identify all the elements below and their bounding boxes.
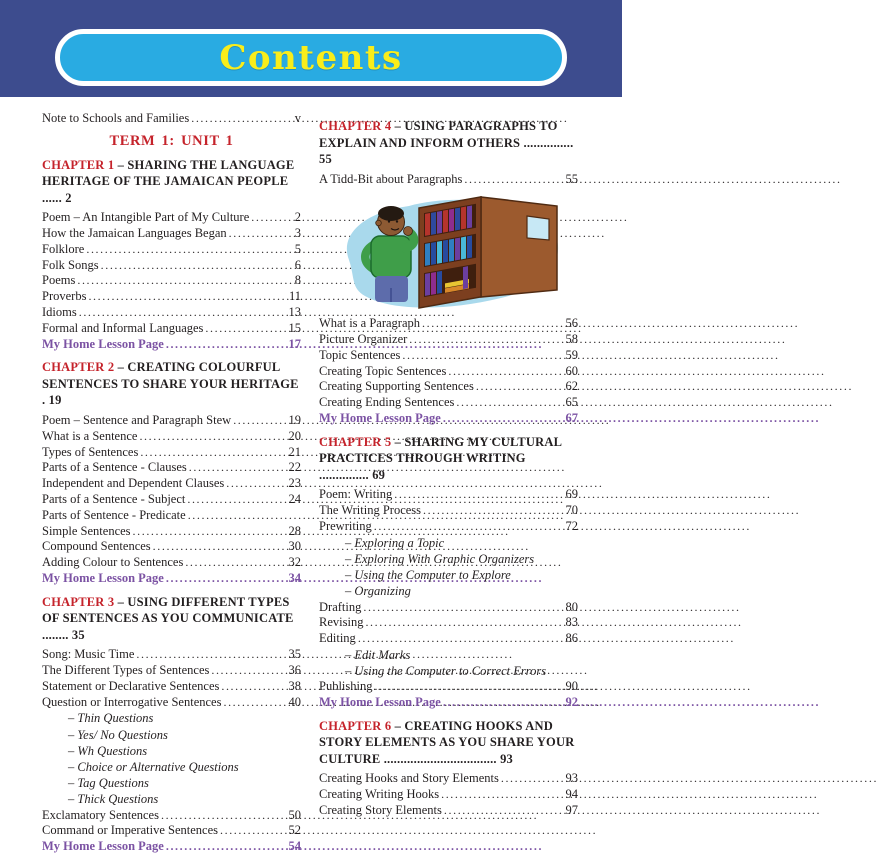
toc-entry [42, 508, 301, 524]
chapter-section [319, 434, 578, 711]
toc-entry [319, 615, 578, 631]
toc-subentry: – Exploring a Topic [345, 535, 445, 550]
dot-leader [444, 803, 564, 819]
page-number: 22 [288, 460, 301, 475]
chapter-label: CHAPTER 3 [42, 594, 115, 609]
front-matter-entry [42, 111, 301, 127]
toc-entry [42, 210, 301, 226]
toc-entry [319, 695, 578, 711]
page-number: 11 [288, 289, 301, 304]
toc-entry-title: Question or Interrogative Sentences [42, 694, 222, 709]
toc-entry [319, 803, 578, 819]
page-number: 28 [288, 523, 301, 538]
dot-leader [101, 258, 293, 274]
toc-entry-title: Poem – An Intangible Part of My Culture [42, 210, 250, 225]
page-number: 3 [294, 226, 301, 241]
page-number: 55 [565, 171, 578, 186]
page-number: 6 [294, 257, 301, 272]
toc-entry-title: Poems [42, 273, 76, 288]
toc-entry-title: A Tidd-Bit about Paragraphs [319, 171, 463, 186]
toc-entry-title: Idioms [42, 305, 77, 320]
toc-subentry: – Tag Questions [68, 776, 149, 791]
dot-leader [166, 337, 287, 353]
page-number: 62 [565, 379, 578, 394]
chapter-dot-leader: ...... [42, 190, 62, 205]
chapter-dot-leader: ............... [319, 467, 369, 482]
dot-leader [191, 111, 293, 127]
hand-on-chin [403, 227, 412, 236]
page-number: 90 [565, 679, 578, 694]
term-heading: TERM 1: UNIT 1 [109, 132, 234, 149]
toc-entry [42, 539, 301, 555]
bookshelf-illustration-svg [331, 192, 567, 312]
page-number: 21 [288, 444, 301, 459]
dot-leader [86, 242, 292, 258]
toc-entry [42, 289, 301, 305]
toc-entry-title: How the Jamaican Languages Began [42, 226, 227, 241]
dot-leader [456, 395, 563, 411]
dot-leader [443, 695, 564, 711]
toc-entry [42, 258, 301, 274]
toc-entry [319, 771, 578, 787]
dot-leader [394, 487, 563, 503]
chapter-heading [42, 157, 301, 207]
toc-entry [42, 413, 301, 429]
toc-entry-title: Publishing [319, 679, 373, 694]
toc-subentry: – Yes/ No Questions [68, 727, 168, 742]
dot-leader [233, 413, 286, 429]
toc-entry-title: Drafting [319, 599, 362, 614]
toc-entry-title: Poem – Sentence and Paragraph Stew [42, 412, 232, 427]
page-number: 58 [565, 332, 578, 347]
dot-leader [77, 273, 292, 289]
chapter-section [42, 157, 301, 353]
toc-entry [42, 695, 301, 711]
toc-entry-title: Creating Hooks and Story Elements [319, 771, 499, 786]
chapter-dot-leader: ........ [42, 627, 69, 642]
dot-leader [166, 571, 287, 587]
shirt [371, 236, 411, 278]
toc-entry [319, 787, 578, 803]
toc-subentry: – Organizing [345, 584, 411, 599]
toc-entry-title: My Home Lesson Page [42, 839, 164, 854]
page-number: 2 [294, 210, 301, 225]
toc-entry-title: Creating Supporting Sentences [319, 379, 474, 394]
page-number: 13 [288, 305, 301, 320]
dot-leader [422, 316, 563, 332]
dot-leader [363, 600, 563, 616]
dot-leader [211, 663, 286, 679]
toc-entry-title: Editing [319, 631, 356, 646]
toc-entry-title: Parts of Sentence - Predicate [42, 507, 186, 522]
dot-leader [464, 172, 563, 188]
dot-leader [139, 429, 286, 445]
dot-leader [448, 364, 563, 380]
chapter-title: – USING PARAGRAPHS TO EXPLAIN AND INFORM OTHERS [319, 119, 558, 150]
dot-leader [189, 460, 287, 476]
toc-subentry: – Thick Questions [68, 792, 159, 807]
dot-leader [161, 808, 287, 824]
toc-entry [319, 395, 578, 411]
chapter-title: – SHARING THE LANGUAGE HERITAGE OF THE JAMAICAN PEOPLE [42, 157, 295, 189]
toc-entry-title: Statement or Declarative Sentences [42, 678, 220, 693]
toc-entry [319, 600, 578, 616]
chapter-heading [319, 118, 578, 168]
page-number: 40 [288, 694, 301, 709]
chapter-label: CHAPTER 2 [42, 360, 115, 375]
page-number: 20 [288, 428, 301, 443]
toc-entry-title: Topic Sentences [319, 347, 401, 362]
toc-subentry: – Choice or Alternative Questions [68, 760, 239, 775]
toc-entry [319, 316, 578, 332]
toc-entry-title: Simple Sentences [42, 523, 131, 538]
dot-leader [476, 379, 564, 395]
chapter-title: – CREATING HOOKS AND STORY ELEMENTS AS YOU SHARE YOUR CULTURE [319, 718, 575, 766]
toc-entry [42, 226, 301, 242]
toc-entry-title: Parts of a Sentence - Subject [42, 491, 186, 506]
page-number: 59 [565, 347, 578, 362]
page-number: 97 [565, 803, 578, 818]
dot-leader [88, 289, 287, 305]
chapter-page-number: 69 [368, 467, 386, 482]
chapter-page-number: 2 [61, 190, 72, 205]
page-number: 17 [288, 336, 301, 351]
toc-entry [319, 519, 578, 535]
toc-column-left [42, 111, 301, 855]
chapter-label: CHAPTER 6 [319, 718, 392, 733]
dot-leader [501, 771, 564, 787]
toc-entry [42, 571, 301, 587]
toc-entry [42, 647, 301, 663]
toc-entry-title: Prewriting [319, 518, 372, 533]
window [527, 216, 549, 240]
toc-entry [319, 172, 578, 188]
toc-entry-title: Command or Imperative Sentences [42, 823, 218, 838]
toc-entry [319, 503, 578, 519]
chapter-page-number: 19 [45, 393, 62, 408]
page-number: 23 [288, 476, 301, 491]
chapter-label: CHAPTER 5 [319, 434, 392, 449]
dot-leader [358, 631, 564, 647]
toc-entry-title: Revising [319, 615, 364, 630]
toc-subentry: – Using the Computer to Correct Errors [345, 664, 547, 679]
dot-leader [251, 210, 292, 226]
toc-entry-title: My Home Lesson Page [319, 695, 441, 710]
toc-entry-title: Folk Songs [42, 257, 99, 272]
toc-entry-title: Formal and Informal Languages [42, 320, 204, 335]
toc-entry [42, 808, 301, 824]
toc-entry-title: Creating Story Elements [319, 803, 442, 818]
toc-entry [42, 445, 301, 461]
toc-entry-title: Parts of a Sentence - Clauses [42, 460, 187, 475]
ear [375, 220, 381, 226]
dot-leader [136, 647, 286, 663]
toc-entry [319, 487, 578, 503]
toc-entry [319, 348, 578, 364]
page-number: 38 [288, 678, 301, 693]
dot-leader [220, 823, 287, 839]
toc-entry-title: The Writing Process [319, 503, 422, 518]
toc-entry [42, 460, 301, 476]
toc-entry-title: My Home Lesson Page [319, 411, 441, 426]
page-number: 35 [288, 647, 301, 662]
toc-entry-title: Picture Organizer [319, 332, 408, 347]
page-number: 70 [565, 503, 578, 518]
page-number: 80 [565, 599, 578, 614]
page-title: Contents [219, 37, 403, 78]
dot-leader [140, 445, 286, 461]
dot-leader [153, 539, 287, 555]
dot-leader [133, 524, 287, 540]
page-number: 19 [288, 412, 301, 427]
toc-entry-title: Creating Topic Sentences [319, 363, 447, 378]
toc-subentry: – Thin Questions [68, 711, 154, 726]
toc-subentry: – Wh Questions [68, 743, 148, 758]
page-number: 32 [288, 555, 301, 570]
toc-entry-title: Poem: Writing [319, 487, 393, 502]
toc-entry-title: Independent and Dependent Clauses [42, 476, 225, 491]
toc-entry [319, 332, 578, 348]
toc-entry-title: Note to Schools and Families [42, 111, 190, 125]
toc-entry [42, 555, 301, 571]
page-number: 83 [565, 615, 578, 630]
dot-leader [402, 348, 563, 364]
dot-leader [374, 519, 564, 535]
dot-leader [375, 679, 564, 695]
dot-leader [221, 679, 286, 695]
chapter-heading [42, 594, 301, 644]
dot-leader [79, 305, 287, 321]
page-number: 60 [565, 363, 578, 378]
contents-title-pill [55, 29, 567, 86]
toc-entry-title: My Home Lesson Page [42, 570, 164, 585]
chapter-heading [319, 718, 578, 768]
toc-entry [42, 337, 301, 353]
toc-entry-title: Exclamatory Sentences [42, 807, 159, 822]
toc-column-right [319, 111, 578, 855]
header-band [0, 0, 622, 97]
page-number: 24 [288, 491, 301, 506]
toc-entry [42, 242, 301, 258]
chapter-label: CHAPTER 4 [319, 119, 392, 133]
toc-entry [42, 492, 301, 508]
page-number: 54 [288, 839, 301, 854]
dot-leader [187, 492, 286, 508]
dot-leader [226, 476, 286, 492]
page-number: 94 [565, 787, 578, 802]
toc-entry-title: Creating Ending Sentences [319, 395, 455, 410]
dot-leader [223, 695, 286, 711]
toc-entry-title: Proverbs [42, 289, 87, 304]
page-number: 5 [294, 241, 301, 256]
dot-leader [166, 839, 287, 855]
dot-leader [205, 321, 286, 337]
toc-entry [319, 631, 578, 647]
page-number: 93 [565, 771, 578, 786]
page-number: 69 [565, 487, 578, 502]
chapter-title: – CREATING COLOURFUL SENTENCES TO SHARE YOUR HERITAGE [42, 360, 299, 391]
page-number: 67 [565, 411, 578, 426]
page-number: 50 [288, 807, 301, 822]
chapter-dot-leader: . [42, 393, 46, 408]
toc-entry-title: Creating Writing Hooks [319, 787, 440, 802]
chapter-page-number: 55 [319, 152, 332, 166]
toc-entry [42, 476, 301, 492]
toc-entry-title: Types of Sentences [42, 444, 139, 459]
page-number: 92 [565, 695, 578, 710]
page-number: 72 [565, 518, 578, 533]
chapter-section [319, 118, 578, 427]
chapter-section [319, 718, 578, 819]
dot-leader [409, 332, 563, 348]
chapter-dot-leader: .................................. [383, 751, 497, 766]
page-number: 65 [565, 395, 578, 410]
toc-subentry: – Using the Computer to Explore [345, 568, 511, 583]
toc-entry [319, 379, 578, 395]
dot-leader [423, 503, 563, 519]
hair [378, 206, 404, 221]
dot-leader [443, 411, 564, 427]
toc-entry-title: What is a Paragraph [319, 316, 421, 331]
toc-entry [42, 663, 301, 679]
toc-entry [319, 411, 578, 427]
illustration-boy-thinking-at-bookshelf [319, 192, 578, 312]
toc-entry-title: My Home Lesson Page [42, 336, 164, 351]
chapter-title: – USING DIFFERENT TYPES OF SENTENCES AS YOU COMMUNICATE [42, 594, 294, 626]
page-number: 30 [288, 539, 301, 554]
chapter-label: CHAPTER 1 [42, 157, 115, 172]
dot-leader [441, 787, 563, 803]
toc-entry [42, 679, 301, 695]
chapter-title: – SHARING MY CULTURAL PRACTICES THROUGH WRITING [319, 434, 562, 466]
dot-leader [229, 226, 293, 242]
page-number: 86 [565, 631, 578, 646]
toc-entry [42, 321, 301, 337]
page-number: 56 [565, 316, 578, 331]
chapter-heading [319, 434, 578, 484]
chapter-heading [42, 359, 301, 409]
toc-entry-title: Folklore [42, 241, 85, 256]
page-number: 15 [288, 320, 301, 335]
toc-entry [319, 364, 578, 380]
toc-entry-title: What is a Sentence [42, 428, 138, 443]
page-number: 36 [288, 663, 301, 678]
toc-entry-title: Song: Music Time [42, 647, 135, 662]
dot-leader [365, 615, 563, 631]
page-number: v [294, 111, 301, 125]
toc-entry [42, 305, 301, 321]
toc-content [0, 97, 622, 855]
toc-entry [42, 839, 301, 855]
chapter-page-number: 35 [68, 627, 85, 642]
dot-leader [185, 555, 286, 571]
dot-leader [188, 508, 299, 524]
toc-subentry: – Edit Marks [345, 647, 411, 662]
toc-entry-title: The Different Types of Sentences [42, 663, 210, 678]
chapter-section [42, 594, 301, 855]
toc-entry [42, 524, 301, 540]
toc-entry-title: Adding Colour to Sentences [42, 555, 184, 570]
toc-entry [42, 823, 301, 839]
toc-entry [42, 429, 301, 445]
toc-subentry: – Exploring With Graphic Organizers [345, 551, 535, 566]
toc-entry [42, 273, 301, 289]
bookshelf [419, 197, 557, 308]
page-number: 52 [288, 823, 301, 838]
page-number: 34 [288, 570, 301, 585]
chapter-section [42, 359, 301, 586]
chapter-dot-leader: ............... [523, 135, 574, 150]
toc-entry [319, 679, 578, 695]
toc-entry-title: Compound Sentences [42, 539, 151, 554]
page-number: 8 [294, 273, 301, 288]
chapter-page-number: 93 [496, 751, 513, 766]
